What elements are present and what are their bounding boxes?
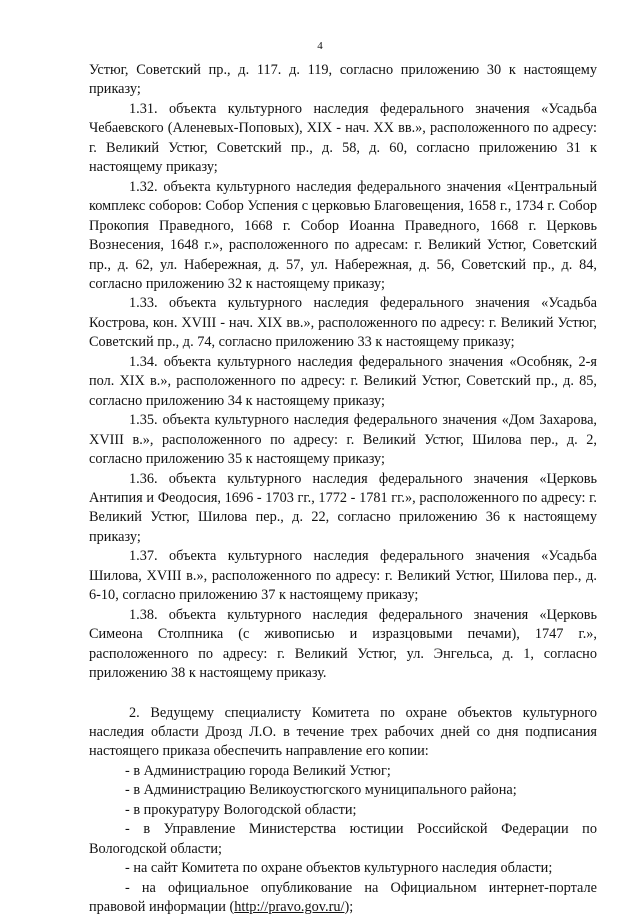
- item-1-33: 1.33. объекта культурного наследия федерального значения «Усадьба Кострова, кон. XVIII - нач. XIX вв.», расположенного по адресу: г. Великий Устюг, Советский пр., д. 74, согласно приложению 33 к настоящему приказу;: [89, 295, 597, 351]
- recipient-item: - в Управление Министерства юстиции Российской Федерации по Вологодской области;: [89, 821, 597, 857]
- recipient-item: - в Администрацию Великоустюгского муниципального района;: [125, 782, 517, 799]
- item-1-37: 1.37. объекта культурного наследия федерального значения «Усадьба Шилова, XVIII в.», расположенного по адресу: г. Великий Устюг, Шилова пер., д. 6-10, согласно приложению 37 к настоящему приказу;: [89, 548, 597, 604]
- paragraph-gap: [89, 684, 597, 704]
- page-number: 4: [317, 40, 323, 52]
- recipient-item: - в Администрацию города Великий Устюг;: [125, 762, 391, 779]
- item-1-30-continuation: Устюг, Советский пр., д. 117. д. 119, согласно приложению 30 к настоящему приказу;: [89, 62, 597, 98]
- section-2-text: 2. Ведущему специалисту Комитета по охране объектов культурного наследия области Дрозд Л.О. в течение трех рабочих дней со дня подписания настоящего приказа обеспечить направление его копии:: [89, 704, 597, 760]
- pravo-link[interactable]: http://pravo.gov.ru/: [234, 899, 345, 916]
- recipient-item: - на сайт Комитета по охране объектов культурного наследия области;: [125, 860, 553, 877]
- publication-text: - на официальное опубликование на Официальном интернет-портале правовой информации (: [89, 879, 597, 916]
- publication-suffix: );: [344, 899, 354, 916]
- recipient-item: - в прокуратуру Вологодской области;: [125, 801, 357, 818]
- item-1-36: 1.36. объекта культурного наследия федерального значения «Церковь Антипия и Феодосия, 1696 - 1703 гг., 1772 - 1781 гг.», расположенного по адресу: г. Великий Устюг, Шилова пер., д. 22, согласно приложению 36 к настоящему приказу;: [89, 470, 597, 545]
- item-1-34: 1.34. объекта культурного наследия федерального значения «Особняк, 2-я пол. XIX в.», расположенного по адресу: г. Великий Устюг, Советский пр., д. 85, согласно приложению 34 к настоящему приказу;: [89, 353, 597, 409]
- item-1-32: 1.32. объекта культурного наследия федерального значения «Центральный комплекс соборов: Собор Успения с церковью Благовещения, 1658 г., 1734 г. Собор Прокопия Праведного, 1668 г. Собор Иоанна Праведного, 1668 г. Церковь Вознесения, 1648 г.», расположенного по адресам: г. Великий Устюг, Советский пр., д. 62, ул. Набережная, д. 57, ул. Набережная, д. 56, Советский пр., д. 84, согласно приложению 32 к настоящему приказу;: [89, 178, 597, 292]
- item-1-31: 1.31. объекта культурного наследия федерального значения «Усадьба Чебаевского (Аленевых-Поповых), XIX - нач. XX вв.», расположенного по адресу: г. Великий Устюг, Советский пр., д. 58, д. 60, согласно приложению 31 к настоящему приказу;: [89, 100, 597, 176]
- item-1-38: 1.38. объекта культурного наследия федерального значения «Церковь Симеона Столпника (с живописью и изразцовыми печами), 1747 г.», расположенного по адресу: г. Великий Устюг, ул. Энгельса, д. 1, согласно приложению 38 к настоящему приказу.: [89, 606, 597, 682]
- document-body: [89, 61, 597, 917]
- recipient-item-publication: [89, 879, 597, 917]
- item-1-35: 1.35. объекта культурного наследия федерального значения «Дом Захарова, XVIII в.», расположенного по адресу: г. Великий Устюг, Шилова пер., д. 2, согласно приложению 35 к настоящему приказу;: [89, 412, 597, 468]
